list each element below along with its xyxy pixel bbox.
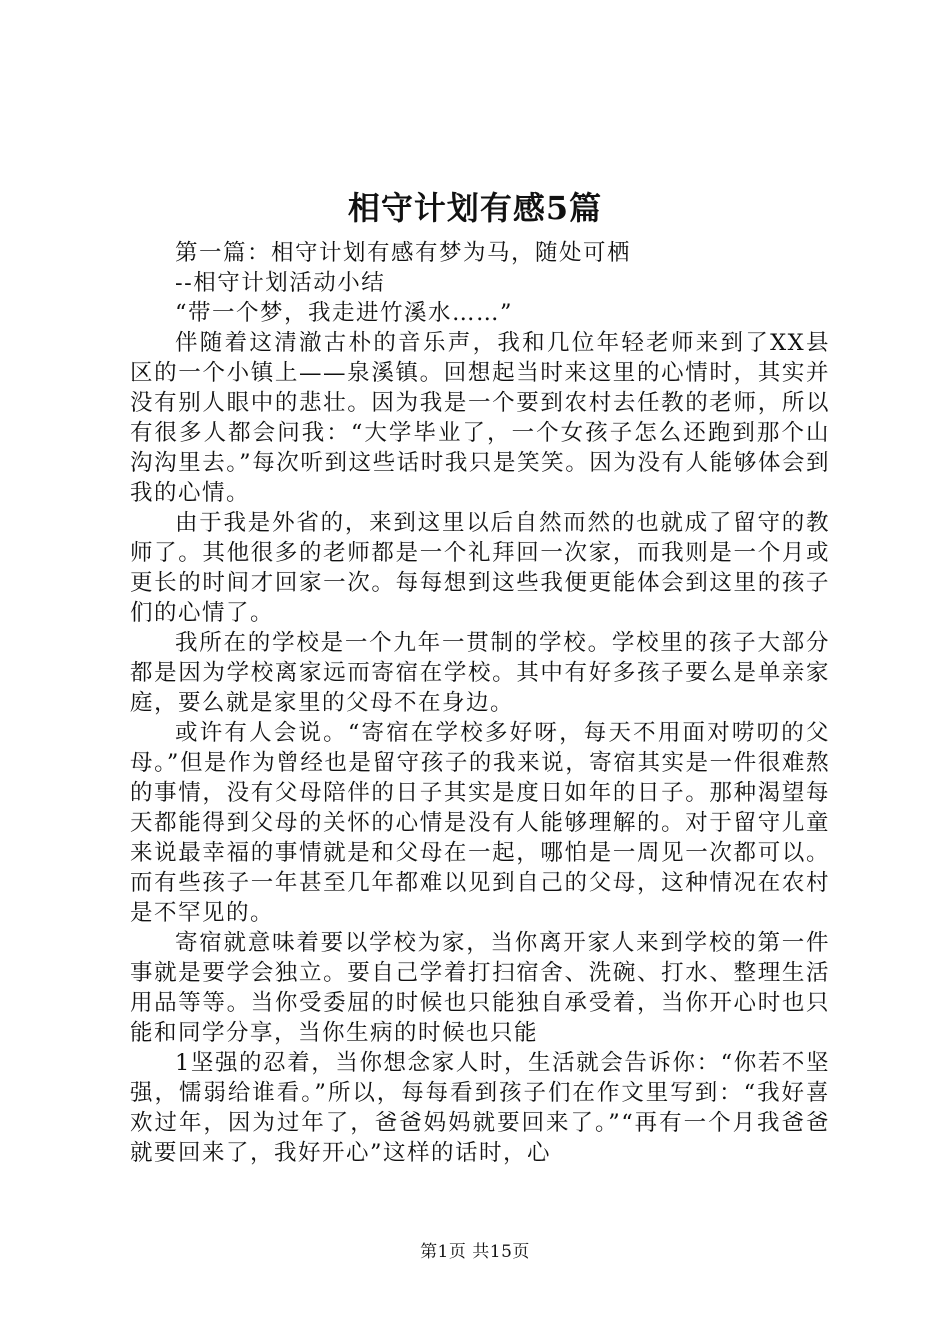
paragraph: 伴随着这清澈古朴的音乐声，我和几位年轻老师来到了XX县区的一个小镇上——泉溪镇。回想起当时来这里的心情时，其实并没有别人眼中的悲壮。因为我是一个要到农村去任教的老师，所以有很多人都会问我：“大学毕业了，一个女孩子怎么还跑到那个山沟沟里去。”每次听到这些话时我只是笑笑。因为没有人能够体会到我的心情。 bbox=[130, 330, 830, 506]
paragraph: 我所在的学校是一个九年一贯制的学校。学校里的孩子大部分都是因为学校离家远而寄宿在学校。其中有好多孩子要么是单亲家庭，要么就是家里的父母不在身边。 bbox=[130, 630, 830, 716]
page-number-footer: 第1页 共15页 bbox=[420, 1242, 530, 1262]
paragraph: 寄宿就意味着要以学校为家，当你离开家人来到学校的第一件事就是要学会独立。要自己学着打扫宿舍、洗碗、打水、整理生活用品等等。当你受委屈的时候也只能独自承受着，当你开心时也只能和同学分享，当你生病的时候也只能 bbox=[130, 930, 830, 1046]
paragraph-section-heading: 第一篇：相守计划有感有梦为马，随处可栖 bbox=[175, 240, 632, 266]
paragraph-subtitle: --相守计划活动小结 bbox=[175, 270, 386, 296]
document-body bbox=[130, 238, 830, 1168]
document-title: 相守计划有感5篇 bbox=[347, 189, 603, 227]
paragraph: 或许有人会说。“寄宿在学校多好呀，每天不用面对唠叨的父母。”但是作为曾经也是留守孩子的我来说，寄宿其实是一件很难熬的事情，没有父母陪伴的日子其实是度日如年的日子。那种渴望每天都能得到父母的关怀的心情是没有人能够理解的。对于留守儿童来说最幸福的事情就是和父母在一起，哪怕是一周见一次都可以。而有些孩子一年甚至几年都难以见到自己的父母，这种情况在农村是不罕见的。 bbox=[130, 720, 830, 926]
paragraph: 由于我是外省的，来到这里以后自然而然的也就成了留守的教师了。其他很多的老师都是一个礼拜回一次家，而我则是一个月或更长的时间才回家一次。每每想到这些我便更能体会到这里的孩子们的心情了。 bbox=[130, 510, 830, 626]
paragraph: 1坚强的忍着，当你想念家人时，生活就会告诉你：“你若不坚强，懦弱给谁看。”所以，每每看到孩子们在作文里写到：“我好喜欢过年，因为过年了，爸爸妈妈就要回来了。”“再有一个月我爸爸就要回来了，我好开心”这样的话时，心 bbox=[130, 1050, 830, 1166]
paragraph-quote: “带一个梦，我走进竹溪水……” bbox=[175, 300, 514, 326]
